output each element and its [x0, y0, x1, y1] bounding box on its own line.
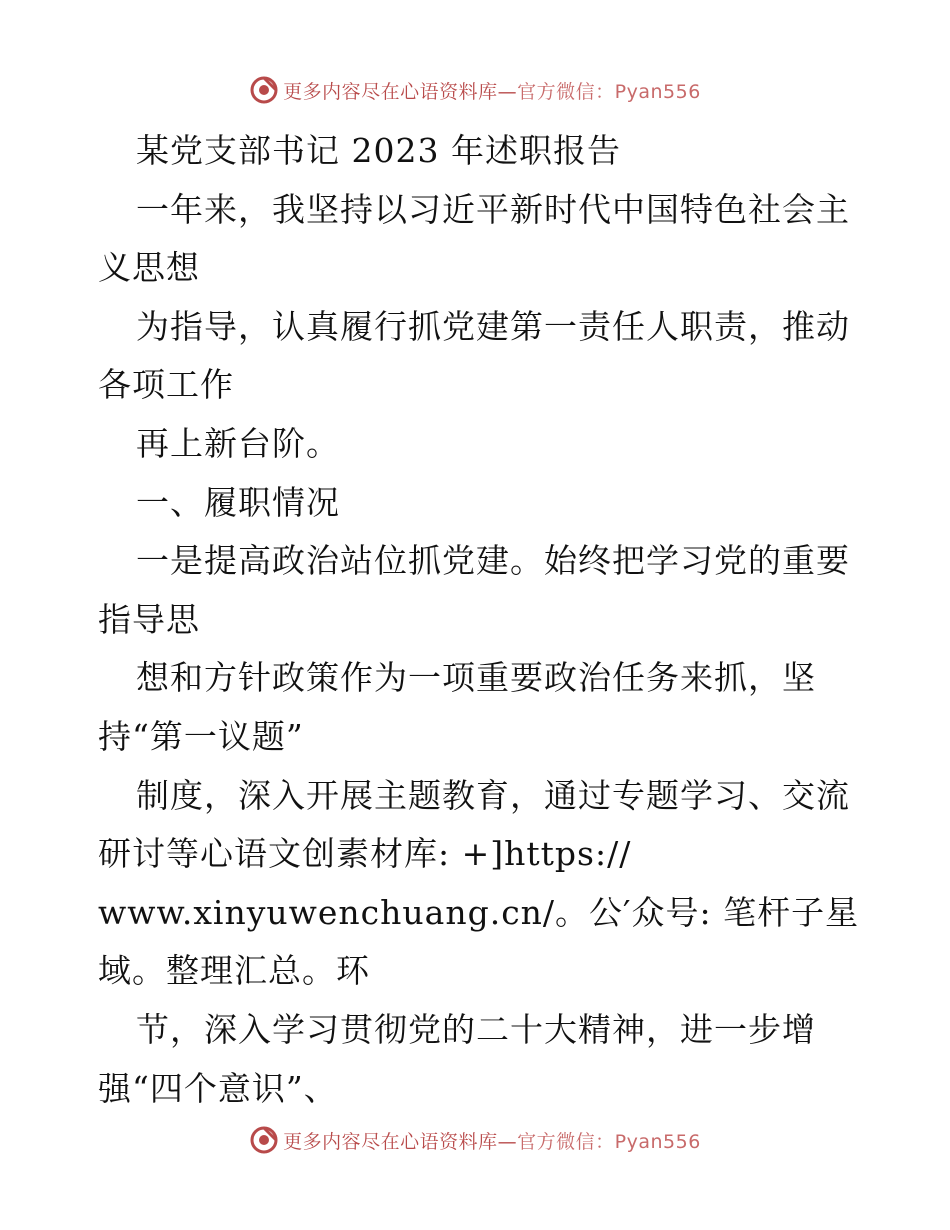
paragraph-line: 强“四个意识”、: [98, 1068, 338, 1108]
paragraph-line: 义思想: [98, 248, 200, 288]
brand-logo-icon: [249, 75, 279, 105]
header-banner: [0, 70, 950, 110]
header-banner-text: [283, 77, 701, 104]
footer-banner-wechat: 官方微信：Pyan556: [517, 1130, 701, 1153]
document-body: [98, 122, 858, 1118]
header-banner-title: 更多内容尽在心语资料库—: [283, 80, 518, 103]
header-banner-wechat: 官方微信：Pyan556: [517, 80, 701, 103]
paragraph-line: 为指导，认真履行抓党建第一责任人职责，推动: [136, 306, 850, 346]
document-title: 某党支部书记 2023 年述职报告: [136, 131, 621, 170]
paragraph-line: 各项工作: [98, 365, 234, 405]
paragraph-line: 制度，深入开展主题教育，通过专题学习、交流: [136, 775, 850, 815]
section-heading: 一、履职情况: [136, 482, 340, 522]
footer-banner: [0, 1120, 950, 1160]
paragraph-line: 一年来，我坚持以习近平新时代中国特色社会主: [136, 189, 850, 229]
footer-banner-title: 更多内容尽在心语资料库—: [283, 1130, 518, 1153]
paragraph-line: 指导思: [98, 599, 200, 639]
paragraph-line: 一是提高政治站位抓党建。始终把学习党的重要: [136, 541, 850, 581]
brand-logo-icon: [249, 1125, 279, 1155]
paragraph-line: 持“第一议题”: [98, 716, 304, 756]
paragraph-line: www.xinyuwenchuang.cn/。公′众号: 笔杆子星: [98, 892, 860, 932]
footer-banner-text: [283, 1127, 701, 1154]
paragraph-line: 想和方针政策作为一项重要政治任务来抓，坚: [136, 658, 816, 698]
paragraph-line: 域。整理汇总。环: [98, 951, 370, 991]
paragraph-line: 再上新台阶。: [136, 423, 340, 463]
paragraph-line: 节，深入学习贯彻党的二十大精神，进一步增: [136, 1009, 816, 1049]
paragraph-line: 研讨等心语文创素材库: +]https://: [98, 834, 632, 874]
